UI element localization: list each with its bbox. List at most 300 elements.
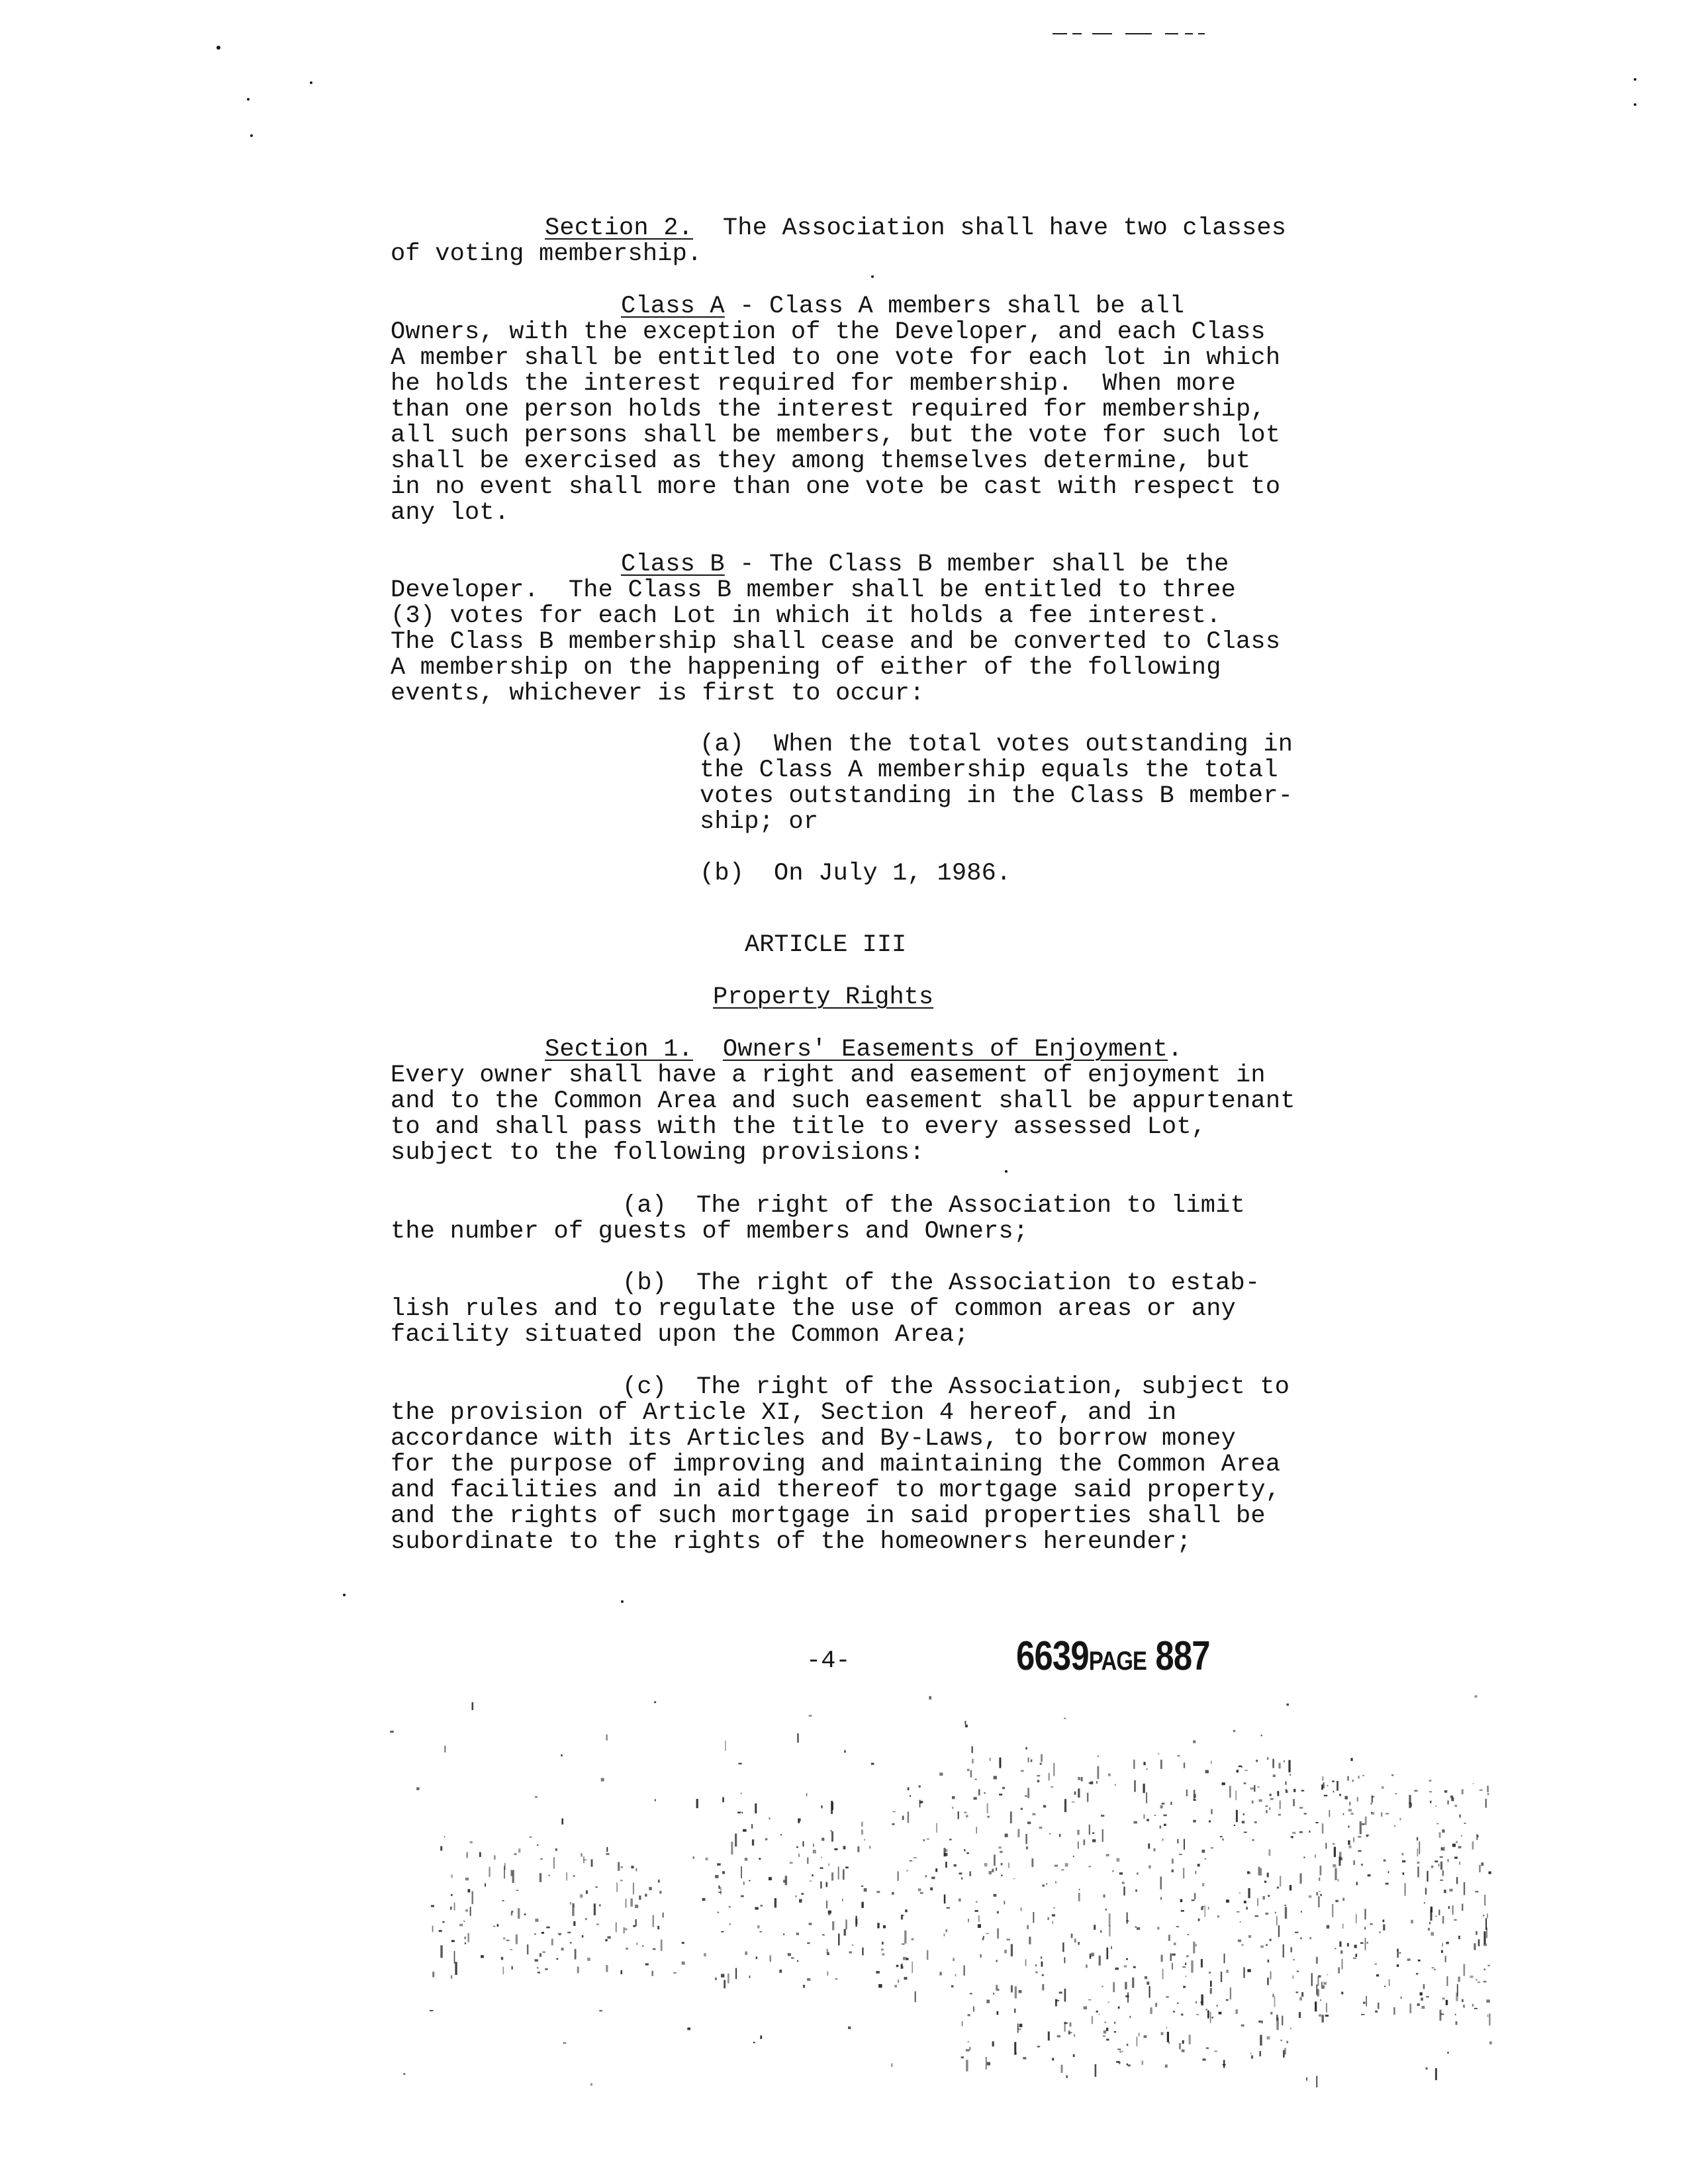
scan-speck xyxy=(821,1857,822,1858)
scan-speck xyxy=(1183,1986,1186,1988)
scan-speck xyxy=(1223,2060,1225,2068)
scan-speck xyxy=(1015,1986,1017,1998)
scan-speck xyxy=(945,1862,947,1868)
scan-speck xyxy=(943,1848,945,1856)
scan-speck xyxy=(1129,2016,1131,2019)
scan-speck xyxy=(1336,1781,1338,1791)
scan-speck xyxy=(1194,1790,1196,1800)
scan-speck xyxy=(1104,2022,1106,2023)
scan-speck xyxy=(1329,1810,1331,1817)
scan-speck xyxy=(1132,1978,1134,1988)
scan-speck xyxy=(1277,1887,1279,1889)
scan-speck xyxy=(1146,1792,1147,1803)
scan-speck xyxy=(919,1801,923,1803)
scan-speck xyxy=(1440,1862,1442,1870)
scan-speck xyxy=(1304,1813,1307,1815)
scan-speck xyxy=(1485,1799,1487,1808)
scan-speck xyxy=(1243,1782,1246,1784)
scan-speck xyxy=(1210,1981,1212,1987)
scan-speck xyxy=(828,1913,831,1916)
event-a-line-1: (a) When the total votes outstanding in xyxy=(700,731,1293,758)
scan-speck xyxy=(1021,1808,1023,1810)
scan-speck xyxy=(1420,1992,1423,1995)
scan-speck xyxy=(1084,1839,1086,1845)
scan-speck xyxy=(761,1905,763,1907)
scan-speck xyxy=(1431,1866,1433,1868)
section-1-line-3: and to the Common Area and such easement shall be appurtenant xyxy=(391,1087,1295,1115)
scan-speck xyxy=(901,1964,903,1969)
scan-speck xyxy=(944,1934,945,1936)
scan-speck xyxy=(741,1866,742,1878)
scan-speck xyxy=(1315,1854,1316,1858)
scan-speck xyxy=(919,1800,921,1808)
scan-speck xyxy=(1189,2035,1191,2045)
scan-speck xyxy=(1285,1907,1287,1919)
scan-speck xyxy=(596,1886,598,1888)
scan-speck xyxy=(1247,1871,1249,1874)
class-b-line-6: events, whichever is first to occur: xyxy=(391,680,925,707)
scan-speck xyxy=(1186,1955,1188,1957)
scan-speck xyxy=(535,1959,538,1962)
scan-speck xyxy=(1260,1868,1262,1876)
scan-speck xyxy=(1089,1825,1090,1835)
scan-speck xyxy=(1370,1923,1372,1925)
scan-speck xyxy=(759,1858,761,1860)
section-1-line-5: subject to the following provisions: xyxy=(391,1139,925,1167)
scan-speck xyxy=(1186,1790,1188,1796)
scan-speck xyxy=(826,1901,827,1909)
scan-speck xyxy=(1193,1820,1196,1823)
scan-speck xyxy=(1252,1839,1254,1841)
scan-speck xyxy=(994,1854,996,1866)
scan-speck xyxy=(673,1972,677,1974)
scan-speck xyxy=(537,1967,539,1969)
scan-speck xyxy=(567,1932,571,1933)
scan-speck xyxy=(1103,2030,1107,2034)
scan-speck xyxy=(1477,1834,1478,1840)
scan-speck xyxy=(821,1805,822,1808)
scan-speck xyxy=(654,1702,656,1704)
scan-speck xyxy=(1301,1790,1305,1792)
scan-speck xyxy=(1195,1871,1196,1874)
scan-speck xyxy=(1027,1822,1031,1825)
scan-speck xyxy=(465,1942,466,1944)
scan-speck xyxy=(1236,2009,1238,2014)
scan-speck xyxy=(534,1933,536,1934)
scan-speck xyxy=(601,1778,604,1782)
scan-speck xyxy=(1142,2061,1143,2066)
scan-speck xyxy=(1376,1974,1379,1976)
scan-speck xyxy=(852,1944,854,1946)
scan-speck xyxy=(1088,1999,1092,2001)
scan-speck xyxy=(572,1903,574,1916)
scan-speck xyxy=(994,1894,997,1897)
scan-speck xyxy=(1122,2051,1123,2052)
scan-speck xyxy=(1459,1815,1461,1818)
scan-speck xyxy=(504,1866,505,1878)
scan-speck xyxy=(551,1938,553,1945)
scan-speck xyxy=(1211,1847,1214,1848)
scan-speck xyxy=(1418,1960,1421,1962)
scan-speck xyxy=(1270,1794,1272,1796)
scan-speck xyxy=(1015,2053,1017,2054)
scan-speck xyxy=(1041,1962,1043,1967)
scan-speck xyxy=(1283,1944,1284,1958)
scan-speck xyxy=(1222,1782,1225,1785)
scan-speck xyxy=(904,1977,908,1979)
scan-speck xyxy=(451,1874,453,1878)
scan-speck xyxy=(1342,1898,1344,1901)
scan-speck xyxy=(1166,1996,1169,1998)
scan-speck xyxy=(1458,1936,1460,1939)
scan-speck xyxy=(1322,1823,1324,1833)
scan-speck xyxy=(1454,1919,1456,1921)
scan-speck xyxy=(1473,1783,1474,1784)
scan-speck xyxy=(720,1887,722,1895)
scan-speck xyxy=(451,1894,453,1896)
scan-speck xyxy=(986,2057,987,2070)
event-a-line-4: ship; or xyxy=(700,808,819,836)
scan-speck xyxy=(1486,1928,1487,1938)
scan-speck xyxy=(1338,1879,1339,1882)
scan-speck xyxy=(1174,1942,1176,1945)
scan-speck xyxy=(1436,1915,1437,1917)
scan-speck xyxy=(470,1907,471,1916)
scan-speck xyxy=(1366,1996,1367,2007)
scan-speck xyxy=(1464,1882,1465,1895)
scan-speck xyxy=(1270,1972,1272,1979)
scan-speck xyxy=(1118,2007,1120,2009)
scan-speck xyxy=(959,1899,961,1902)
scan-speck xyxy=(1149,1865,1150,1868)
scan-speck xyxy=(978,1790,980,1796)
scan-speck xyxy=(976,1901,978,1903)
scan-speck xyxy=(1360,1821,1362,1834)
scan-speck xyxy=(1475,1891,1478,1893)
scan-speck xyxy=(1070,2023,1072,2027)
scan-speck xyxy=(416,1788,419,1790)
scan-speck xyxy=(1188,1934,1190,1935)
scan-speck xyxy=(978,1915,980,1922)
scan-speck xyxy=(645,1894,647,1897)
scan-speck xyxy=(1059,1991,1062,1993)
scan-speck xyxy=(1301,1911,1302,1913)
scan-speck xyxy=(431,1905,434,1907)
scan-speck xyxy=(949,1839,951,1841)
scan-speck xyxy=(1078,1841,1079,1848)
scan-speck xyxy=(834,1848,837,1850)
scan-speck xyxy=(621,1970,623,1974)
scan-speck xyxy=(1172,1858,1174,1864)
scan-speck xyxy=(796,1933,799,1935)
scan-speck xyxy=(633,1925,635,1927)
scan-speck xyxy=(1255,1915,1259,1917)
scan-speck xyxy=(765,1839,767,1841)
scan-speck xyxy=(1071,1934,1073,1938)
scan-speck xyxy=(876,1971,879,1974)
scan-speck xyxy=(440,1846,442,1851)
scan-speck xyxy=(1078,1777,1080,1780)
scan-speck xyxy=(1091,1953,1094,1956)
scan-speck xyxy=(803,1841,804,1846)
scan-speck xyxy=(444,1837,445,1838)
scan-speck xyxy=(501,1957,503,1960)
scan-speck xyxy=(1192,1899,1195,1901)
scan-speck xyxy=(1290,2028,1291,2029)
scan-speck xyxy=(1137,1872,1139,1874)
scan-speck xyxy=(1381,1813,1382,1817)
scan-speck xyxy=(1442,1870,1444,1876)
scan-speck xyxy=(575,1949,577,1960)
scan-speck xyxy=(1184,1839,1185,1850)
scan-speck xyxy=(573,1921,575,1926)
scan-speck xyxy=(820,1882,821,1889)
scan-speck xyxy=(966,1852,969,1854)
scan-speck xyxy=(1084,2006,1087,2009)
class-a-line-4: he holds the interest required for membership. When more xyxy=(391,370,1237,398)
scan-speck xyxy=(1026,1846,1028,1849)
scan-speck xyxy=(559,1934,561,1935)
scan-speck xyxy=(1013,1878,1015,1880)
scan-speck xyxy=(869,1846,871,1848)
scan-speck xyxy=(986,1933,989,1934)
scan-speck xyxy=(1196,2014,1199,2015)
scan-speck xyxy=(1183,1868,1184,1878)
scan-speck xyxy=(906,1870,908,1871)
scan-speck xyxy=(535,1796,538,1798)
scan-speck xyxy=(1352,1780,1354,1782)
scan-speck xyxy=(1318,1975,1321,1978)
section-1-heading: Owners' Easements of Enjoyment xyxy=(722,1036,1168,1064)
scan-speck xyxy=(1309,1895,1312,1898)
scan-speck xyxy=(1354,1945,1357,1948)
scan-speck xyxy=(878,1984,882,1987)
scan-speck xyxy=(861,1886,864,1887)
scan-speck xyxy=(1127,2064,1128,2066)
scan-speck xyxy=(927,1839,929,1840)
scan-speck xyxy=(1293,1799,1295,1806)
scan-speck xyxy=(516,1934,518,1944)
scan-speck xyxy=(845,1919,847,1929)
scan-speck xyxy=(745,1858,748,1860)
scan-speck xyxy=(753,2042,755,2043)
scan-speck xyxy=(1031,1858,1033,1867)
scan-speck xyxy=(1484,1968,1485,1970)
scan-speck xyxy=(530,1837,532,1838)
scan-speck xyxy=(1278,1791,1279,1794)
scan-speck xyxy=(1102,1986,1103,1987)
scan-speck xyxy=(1165,2065,1168,2068)
scan-speck xyxy=(737,1812,741,1813)
scan-speck xyxy=(961,2056,964,2058)
scan-speck xyxy=(727,1974,729,1983)
scan-speck xyxy=(1226,1999,1229,2001)
scan-speck xyxy=(1372,1796,1374,1797)
scan-speck xyxy=(1177,2003,1179,2005)
scan-speck xyxy=(1106,2028,1108,2031)
scan-speck xyxy=(1181,1910,1184,1912)
scan-speck xyxy=(1143,1762,1145,1765)
scan-speck xyxy=(1176,1926,1180,1927)
scan-speck xyxy=(696,1799,698,1808)
scan-speck xyxy=(1206,2047,1209,2049)
scan-speck xyxy=(1098,1755,1099,1757)
provision-a-line-2: the number of guests of members and Owners; xyxy=(391,1218,1029,1246)
scan-speck xyxy=(1267,1978,1269,1985)
scan-speck xyxy=(625,1929,628,1931)
scan-speck xyxy=(992,1869,994,1872)
scan-speck xyxy=(822,1934,825,1936)
scan-speck xyxy=(582,1935,584,1938)
scan-speck xyxy=(467,1933,469,1942)
scan-speck xyxy=(1252,1801,1254,1804)
provision-c-line-7: subordinate to the rights of the homeowners hereunder; xyxy=(391,1528,1192,1556)
scan-speck xyxy=(1209,1821,1211,1823)
scan-speck xyxy=(1326,2003,1327,2013)
scan-speck xyxy=(955,1974,957,1977)
provision-c-line-6: and the rights of such mortgage in said properties shall be xyxy=(391,1502,1266,1530)
scan-speck xyxy=(1343,1813,1344,1815)
scan-speck xyxy=(1483,1981,1487,1983)
scan-speck xyxy=(1401,1853,1403,1856)
scan-speck xyxy=(864,1888,867,1891)
scan-speck xyxy=(741,1895,744,1897)
scan-speck xyxy=(1401,1997,1402,1999)
scan-speck xyxy=(1064,2022,1066,2032)
scan-speck xyxy=(1061,2065,1063,2073)
scan-speck xyxy=(1073,2054,1075,2057)
scan-speck xyxy=(659,1891,661,1893)
scan-speck xyxy=(658,1880,659,1883)
scan-speck xyxy=(1158,1753,1159,1754)
scan-speck xyxy=(1360,1942,1364,1944)
scan-speck xyxy=(1474,2008,1477,2009)
scan-speck xyxy=(757,1925,760,1929)
scan-speck xyxy=(1462,1789,1464,1794)
scan-speck xyxy=(1079,1889,1080,1890)
scan-speck xyxy=(1306,2077,1307,2081)
scan-speck xyxy=(1489,2041,1492,2044)
scan-speck xyxy=(1423,1984,1425,1989)
scan-speck xyxy=(583,1860,586,1861)
scan-speck xyxy=(969,2047,971,2050)
scan-speck xyxy=(1429,1922,1430,1925)
scan-speck xyxy=(1326,1843,1327,1849)
scan-speck xyxy=(1108,1774,1111,1776)
scan-speck xyxy=(451,1976,452,1979)
scan-speck xyxy=(1251,2056,1253,2059)
scan-speck xyxy=(961,1878,962,1880)
scan-speck xyxy=(1193,1942,1195,1954)
scan-speck xyxy=(1103,2036,1105,2037)
scan-speck xyxy=(935,1868,937,1872)
scan-speck xyxy=(1023,2057,1026,2059)
scan-speck xyxy=(563,2042,567,2044)
scan-speck xyxy=(1014,2042,1016,2054)
scan-speck xyxy=(1320,1894,1322,1896)
class-a-text: - Class A members shall be all xyxy=(724,293,1185,320)
scan-speck xyxy=(1292,1976,1293,1979)
scan-speck xyxy=(630,1899,633,1907)
scan-speck xyxy=(1487,1786,1489,1792)
scan-speck xyxy=(1010,1811,1012,1823)
scan-speck xyxy=(1357,1797,1358,1801)
scan-speck xyxy=(1319,1891,1321,1892)
scan-speck xyxy=(769,1817,771,1819)
scan-speck xyxy=(527,1944,529,1954)
scan-speck xyxy=(857,1846,859,1852)
scan-speck xyxy=(1278,1925,1280,1937)
scan-speck xyxy=(1265,1913,1268,1915)
scan-speck xyxy=(826,1882,828,1888)
scan-speck xyxy=(923,1839,925,1841)
scan-speck xyxy=(1266,1944,1268,1946)
scan-speck xyxy=(1243,1813,1244,1815)
scan-speck xyxy=(1139,2032,1140,2036)
scan-speck xyxy=(1464,1964,1466,1976)
scan-speck xyxy=(570,1902,571,1905)
scan-speck xyxy=(1198,1919,1200,1921)
scan-speck xyxy=(827,1952,829,1955)
scan-speck xyxy=(892,1892,894,1895)
scan-speck xyxy=(1358,1850,1361,1852)
scan-speck xyxy=(1291,1836,1293,1837)
scan-speck xyxy=(968,1919,969,1922)
scan-speck xyxy=(1202,2058,1205,2060)
scan-speck xyxy=(718,1892,722,1893)
scan-speck xyxy=(1278,1763,1280,1769)
scan-speck xyxy=(1248,1888,1250,1898)
scan-speck xyxy=(1383,1920,1385,1923)
scan-speck xyxy=(1417,1848,1419,1856)
scan-speck xyxy=(1293,1959,1295,1960)
scan-speck xyxy=(1258,2021,1261,2023)
scan-speck xyxy=(975,1779,977,1780)
scan-speck xyxy=(1282,2016,1283,2026)
class-a-label: Class A xyxy=(621,293,725,320)
scan-speck xyxy=(1363,2002,1365,2004)
scan-speck xyxy=(1119,2062,1121,2064)
scan-speck xyxy=(1425,1888,1427,1895)
scan-speck xyxy=(518,1848,520,1852)
scan-speck xyxy=(735,1968,737,1979)
scan-speck xyxy=(896,1965,899,1967)
scan-speck xyxy=(1438,1864,1440,1866)
scan-speck xyxy=(1144,2035,1147,2038)
scan-speck xyxy=(470,1841,473,1843)
scan-speck xyxy=(830,1830,832,1831)
scan-speck xyxy=(1202,1883,1204,1886)
scan-speck xyxy=(1259,1799,1262,1802)
scan-speck xyxy=(1119,2050,1121,2052)
scan-speck xyxy=(1362,1823,1364,1825)
scan-speck xyxy=(502,1900,504,1901)
scan-speck xyxy=(1090,1954,1092,1959)
scan-speck xyxy=(1161,1955,1163,1962)
scan-speck xyxy=(1280,1876,1281,1886)
scan-speck xyxy=(1444,1847,1446,1851)
scan-speck xyxy=(966,2049,970,2052)
scan-speck xyxy=(1286,1789,1288,1792)
scan-speck xyxy=(539,1873,541,1882)
scan-speck xyxy=(831,1801,833,1814)
scan-speck xyxy=(1487,2015,1489,2017)
scan-speck xyxy=(1321,1982,1323,1985)
scan-speck xyxy=(1276,1916,1278,1925)
scan-speck xyxy=(573,1876,575,1877)
scan-speck xyxy=(1229,1786,1231,1797)
scan-speck xyxy=(821,1838,824,1841)
